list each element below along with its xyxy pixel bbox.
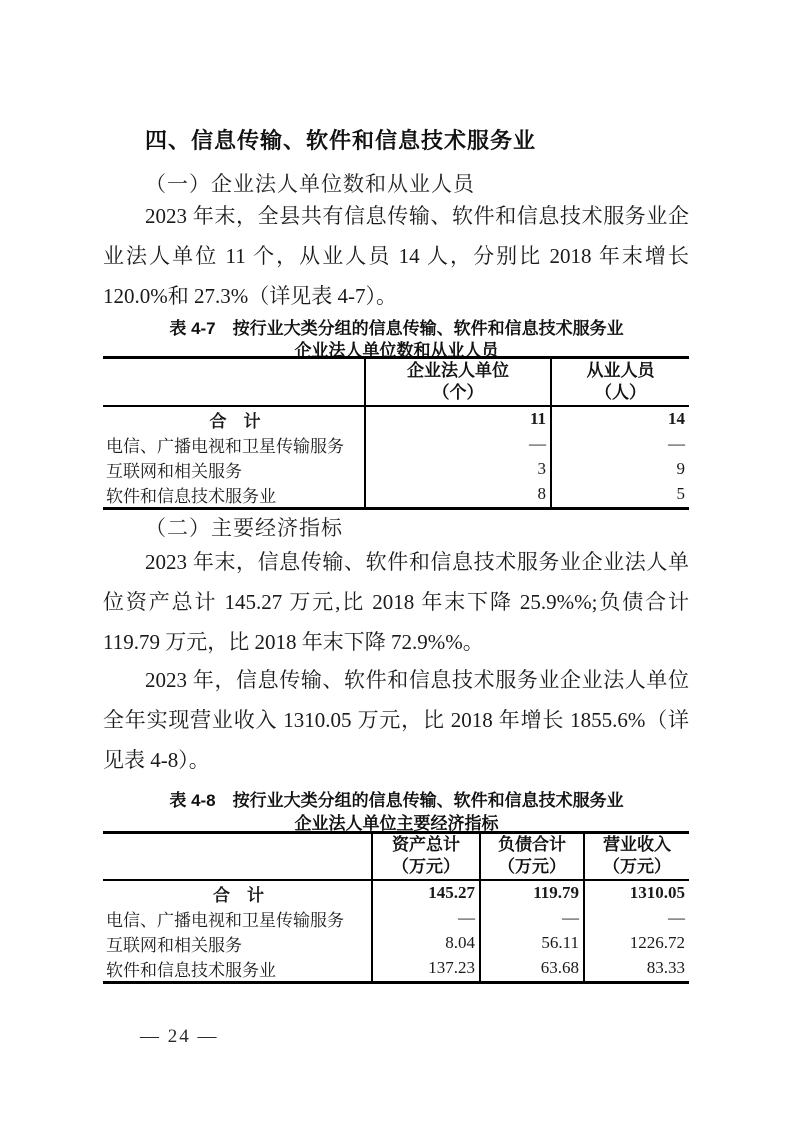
table-row: [103, 457, 689, 482]
table-4-7: [103, 356, 689, 510]
row-label: 软件和信息技术服务业: [106, 486, 276, 506]
cell-revenue: —: [584, 906, 689, 931]
cell-liabilities: 56.11: [480, 931, 584, 956]
cell-employees: 14: [551, 406, 689, 432]
table-row: [103, 956, 689, 983]
header-line: 企业法人单位: [407, 360, 509, 380]
section-heading: 四、信息传输、软件和信息技术服务业: [145, 128, 537, 153]
table-4-7-header-units: [365, 358, 551, 406]
paragraph-3: 2023 年，信息传输、软件和信息技术服务业企业法人单位全年实现营业收入 1310.05 万元，比 2018 年增长 1855.6%（详见表 4-8）。: [103, 668, 689, 772]
cell-assets: 137.23: [372, 956, 480, 983]
row-label: 电信、广播电视和卫星传输服务: [106, 910, 344, 930]
table-4-7-header-employees: [551, 358, 689, 406]
cell-revenue: 83.33: [584, 956, 689, 983]
cell-units: 3: [365, 457, 551, 482]
table-row-total: [103, 880, 689, 906]
paragraph-2: 2023 年末，信息传输、软件和信息技术服务业企业法人单位资产总计 145.27 万元,比 2018 年末下降 25.9%%;负债合计 119.79 万元，比 2018 年末下降 72.9%%。: [103, 550, 689, 654]
header-unit-line: （万元）: [392, 857, 460, 877]
row-label: 电信、广播电视和卫星传输服务: [106, 436, 344, 456]
row-label: 合 计: [209, 411, 261, 431]
table-4-8-title-line2: 企业法人单位主要经济指标: [294, 814, 499, 833]
cell-liabilities: 63.68: [480, 956, 584, 983]
cell-revenue: 1310.05: [584, 880, 689, 906]
cell-revenue: 1226.72: [584, 931, 689, 956]
table-4-8-header-revenue: [584, 833, 689, 880]
table-4-8-header-empty: [103, 833, 372, 880]
table-row: [103, 906, 689, 931]
page-number: — 24 —: [140, 1026, 219, 1047]
table-4-8-header-assets: [372, 833, 480, 880]
cell-units: 8: [365, 482, 551, 509]
cell-assets: —: [372, 906, 480, 931]
table-4-8-header-row: [103, 833, 689, 880]
cell-liabilities: 119.79: [480, 880, 584, 906]
row-label: 互联网和相关服务: [106, 461, 242, 481]
cell-assets: 8.04: [372, 931, 480, 956]
table-4-7-title-line2: 企业法人单位数和从业人员: [294, 341, 499, 360]
cell-units: —: [365, 432, 551, 457]
header-unit-line: （人）: [595, 382, 646, 402]
row-label: 互联网和相关服务: [106, 935, 242, 955]
table-4-7-header-row: [103, 358, 689, 406]
header-line: 资产总计: [392, 835, 460, 855]
cell-employees: —: [551, 432, 689, 457]
table-4-8-header-liabilities: [480, 833, 584, 880]
table-4-7-title-line1: 表 4-7 按行业大类分组的信息传输、软件和信息技术服务业: [169, 319, 624, 338]
paragraph-1: 2023 年末，全县共有信息传输、软件和信息技术服务业企业法人单位 11 个，从业人员 14 人，分别比 2018 年末增长 120.0%和 27.3%（详见表 4-7）。: [103, 204, 689, 308]
cell-employees: 9: [551, 457, 689, 482]
cell-employees: 5: [551, 482, 689, 509]
header-unit-line: （个）: [432, 382, 484, 402]
header-line: 从业人员: [586, 360, 655, 380]
subsection-heading-2: （二）主要经济指标: [145, 516, 343, 540]
table-4-8-title-line1: 表 4-8 按行业大类分组的信息传输、软件和信息技术服务业: [169, 791, 624, 810]
header-line: 营业收入: [603, 835, 671, 855]
table-row: [103, 931, 689, 956]
row-label: 软件和信息技术服务业: [106, 960, 276, 980]
table-4-7-header-empty: [103, 358, 365, 406]
cell-assets: 145.27: [372, 880, 480, 906]
table-row: [103, 482, 689, 509]
header-line: 负债合计: [498, 835, 566, 855]
header-unit-line: （万元）: [498, 857, 566, 877]
table-row: [103, 432, 689, 457]
cell-liabilities: —: [480, 906, 584, 931]
header-unit-line: （万元）: [603, 857, 671, 877]
table-4-8: [103, 831, 689, 984]
table-row-total: [103, 406, 689, 432]
cell-units: 11: [365, 406, 551, 432]
row-label: 合 计: [213, 885, 264, 905]
subsection-heading-1: （一）企业法人单位数和从业人员: [145, 172, 475, 196]
